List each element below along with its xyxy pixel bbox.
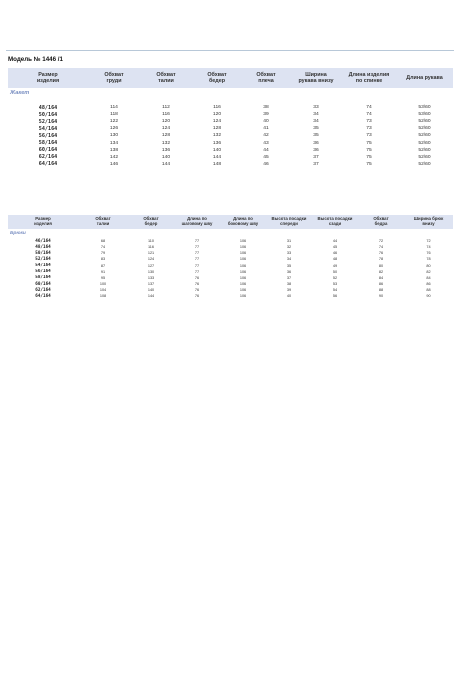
jacket-value-cell: 34 (313, 112, 319, 118)
trousers-value-cell: 52 (332, 275, 338, 280)
trousers-value-cell: 72 (378, 239, 384, 244)
trousers-value-cell: 36 (286, 269, 292, 274)
trousers-value-cell: 106 (239, 282, 247, 287)
jacket-table-row (8, 132, 453, 139)
trousers-value-cell: 90 (426, 294, 431, 299)
trousers-value-cell: 106 (239, 245, 247, 250)
jacket-value-cell: 73 (366, 126, 372, 132)
jacket-value-cell: 75 (366, 154, 372, 160)
jacket-value-cell: 124 (161, 126, 171, 132)
jacket-value-cell: 34 (313, 119, 319, 125)
trousers-value-cell: 34 (286, 257, 292, 262)
jacket-value-cell: 53\60 (418, 105, 431, 111)
jacket-value-cell: 73 (366, 133, 372, 139)
trousers-value-cell: 124 (147, 257, 155, 262)
trousers-header-thigh: Обхват бедра (358, 215, 404, 229)
trousers-value-cell: 68 (100, 239, 106, 244)
trousers-value-cell: 37 (286, 275, 292, 280)
jacket-table-row (8, 118, 453, 125)
trousers-value-cell: 106 (239, 239, 247, 244)
trousers-value-cell: 77 (194, 245, 200, 250)
jacket-value-cell: 52\60 (418, 133, 431, 139)
jacket-value-cell: 43 (263, 140, 269, 146)
trousers-value-cell: 137 (147, 282, 155, 287)
trousers-size-cell: 50/164 (35, 250, 51, 256)
jacket-value-cell: 128 (161, 133, 171, 139)
trousers-value-cell: 74 (378, 245, 384, 250)
trousers-value-cell: 86 (426, 282, 431, 287)
jacket-value-cell: 116 (213, 105, 221, 111)
jacket-size-cell: 48/164 (38, 104, 58, 111)
trousers-value-cell: 90 (378, 294, 384, 299)
jacket-table-row (8, 104, 453, 111)
jacket-value-cell: 73 (366, 119, 372, 125)
trousers-value-cell: 110 (147, 239, 155, 244)
trousers-value-cell: 74 (426, 245, 431, 250)
trousers-value-cell: 91 (100, 269, 106, 274)
jacket-value-cell: 52\60 (418, 126, 431, 132)
jacket-table-row (8, 154, 453, 161)
jacket-header-sleeve-length: Длина рукава (396, 68, 453, 88)
trousers-value-cell: 106 (239, 288, 247, 293)
trousers-value-cell: 76 (426, 251, 431, 256)
jacket-value-cell: 52\60 (418, 154, 431, 160)
jacket-value-cell: 41 (263, 126, 269, 132)
trousers-size-cell: 64/164 (35, 293, 51, 299)
jacket-value-cell: 46 (263, 161, 269, 167)
jacket-value-cell: 74 (366, 112, 372, 118)
trousers-value-cell: 88 (378, 288, 384, 293)
jacket-size-cell: 60/164 (38, 147, 58, 154)
jacket-value-cell: 134 (109, 140, 119, 146)
jacket-size-cell: 62/164 (38, 154, 58, 161)
jacket-header-chest: Обхват груди (88, 68, 140, 88)
trousers-header-hem-width: Ширина брюк внизу (404, 215, 453, 229)
jacket-size-cell: 58/164 (38, 140, 58, 147)
jacket-value-cell: 45 (263, 154, 269, 160)
trousers-value-cell: 38 (286, 282, 292, 287)
trousers-value-cell: 106 (239, 275, 247, 280)
trousers-value-cell: 95 (100, 275, 106, 280)
trousers-header-outseam: Длина по боковому шву (220, 215, 266, 229)
trousers-section-row (8, 229, 453, 238)
trousers-value-cell: 77 (194, 239, 200, 244)
trousers-value-cell: 45 (332, 245, 338, 250)
trousers-value-cell: 80 (426, 263, 431, 268)
jacket-value-cell: 44 (263, 147, 269, 153)
trousers-header-inseam: Длина по шаговому шву (174, 215, 220, 229)
trousers-value-cell: 76 (194, 294, 200, 299)
jacket-value-cell: 52\60 (418, 140, 431, 146)
jacket-value-cell: 52\60 (418, 119, 431, 125)
trousers-size-cell: 62/164 (35, 287, 51, 293)
trousers-value-cell: 83 (100, 257, 106, 262)
jacket-value-cell: 128 (212, 126, 222, 132)
top-divider (6, 50, 454, 51)
jacket-value-cell: 42 (263, 133, 269, 139)
trousers-value-cell: 106 (239, 263, 247, 268)
jacket-value-cell: 140 (161, 154, 171, 160)
jacket-header-row (8, 68, 453, 88)
jacket-value-cell: 146 (109, 161, 119, 167)
trousers-value-cell: 49 (332, 263, 338, 268)
jacket-value-cell: 140 (212, 147, 222, 153)
trousers-size-table (8, 215, 453, 299)
jacket-value-cell: 114 (110, 105, 118, 111)
jacket-value-cell: 124 (212, 119, 222, 125)
jacket-value-cell: 53\60 (418, 112, 431, 118)
jacket-header-shoulder: Обхват плеча (242, 68, 290, 88)
trousers-value-cell: 100 (99, 282, 107, 287)
model-title: Модель № 1446 /1 (8, 56, 63, 63)
jacket-value-cell: 118 (110, 112, 118, 118)
trousers-value-cell: 86 (378, 282, 384, 287)
trousers-value-cell: 108 (99, 294, 107, 299)
trousers-value-cell: 50 (332, 269, 338, 274)
jacket-value-cell: 130 (109, 133, 119, 139)
jacket-section-label: Жакет (10, 90, 30, 96)
jacket-value-cell: 35 (313, 126, 319, 132)
jacket-value-cell: 136 (161, 147, 171, 153)
trousers-value-cell: 31 (286, 239, 292, 244)
jacket-value-cell: 144 (212, 154, 222, 160)
trousers-value-cell: 82 (378, 269, 384, 274)
jacket-size-cell: 64/164 (38, 161, 58, 168)
trousers-value-cell: 130 (147, 269, 155, 274)
jacket-section-row (8, 88, 453, 98)
trousers-header-waist: Обхват талии (78, 215, 128, 229)
trousers-header-back-rise: Высота посадки сзади (312, 215, 358, 229)
trousers-value-cell: 76 (194, 288, 200, 293)
trousers-header-row (8, 215, 453, 229)
trousers-value-cell: 78 (378, 257, 384, 262)
trousers-size-cell: 48/164 (35, 244, 51, 250)
trousers-value-cell: 121 (147, 251, 155, 256)
jacket-value-cell: 52\60 (418, 161, 431, 167)
trousers-size-cell: 60/164 (35, 281, 51, 287)
jacket-value-cell: 138 (109, 147, 119, 153)
trousers-value-cell: 44 (332, 239, 338, 244)
trousers-value-cell: 54 (332, 288, 338, 293)
trousers-table-row (8, 293, 453, 299)
jacket-value-cell: 75 (366, 147, 372, 153)
jacket-header-size: Размер изделия (8, 68, 88, 88)
jacket-size-table (8, 68, 453, 168)
trousers-value-cell: 48 (332, 257, 338, 262)
trousers-value-cell: 72 (426, 239, 431, 244)
jacket-header-waist: Обхват талии (140, 68, 192, 88)
jacket-value-cell: 122 (109, 119, 119, 125)
jacket-value-cell: 74 (366, 105, 372, 111)
jacket-value-cell: 132 (161, 140, 171, 146)
trousers-value-cell: 127 (147, 263, 155, 268)
trousers-value-cell: 77 (194, 269, 200, 274)
trousers-value-cell: 39 (286, 288, 292, 293)
trousers-value-cell: 84 (378, 275, 384, 280)
trousers-value-cell: 40 (286, 294, 292, 299)
trousers-value-cell: 53 (332, 282, 338, 287)
trousers-size-cell: 56/164 (35, 269, 51, 275)
trousers-section-label: Брюки (10, 231, 26, 236)
jacket-value-cell: 112 (162, 105, 170, 111)
trousers-value-cell: 82 (426, 269, 431, 274)
trousers-header-front-rise: Высота посадки спереди (266, 215, 312, 229)
trousers-value-cell: 46 (332, 251, 338, 256)
trousers-value-cell: 76 (194, 282, 200, 287)
jacket-value-cell: 36 (313, 147, 319, 153)
jacket-value-cell: 40 (263, 119, 269, 125)
jacket-value-cell: 75 (366, 161, 372, 167)
trousers-value-cell: 32 (286, 245, 292, 250)
jacket-value-cell: 37 (313, 154, 319, 160)
trousers-value-cell: 35 (286, 263, 292, 268)
jacket-value-cell: 33 (313, 105, 319, 111)
jacket-header-sleeve-width: Ширина рукава внизу (290, 68, 342, 88)
trousers-size-cell: 52/164 (35, 256, 51, 262)
trousers-value-cell: 80 (378, 263, 384, 268)
jacket-value-cell: 37 (313, 161, 319, 167)
jacket-value-cell: 142 (109, 154, 119, 160)
jacket-table-row (8, 125, 453, 132)
jacket-size-cell: 52/164 (38, 118, 58, 125)
trousers-value-cell: 106 (239, 269, 247, 274)
jacket-table-row (8, 139, 453, 146)
trousers-value-cell: 88 (426, 288, 431, 293)
trousers-value-cell: 77 (194, 263, 200, 268)
trousers-value-cell: 133 (147, 275, 155, 280)
jacket-value-cell: 116 (162, 112, 170, 118)
trousers-value-cell: 104 (99, 288, 107, 293)
jacket-value-cell: 36 (313, 140, 319, 146)
trousers-value-cell: 84 (426, 275, 431, 280)
trousers-value-cell: 87 (100, 263, 106, 268)
jacket-value-cell: 75 (366, 140, 372, 146)
jacket-size-cell: 50/164 (38, 111, 58, 118)
trousers-value-cell: 144 (147, 294, 155, 299)
jacket-value-cell: 120 (161, 119, 171, 125)
jacket-table-row (8, 161, 453, 168)
trousers-header-size: Размер изделия (8, 215, 78, 229)
trousers-value-cell: 77 (194, 257, 200, 262)
trousers-value-cell: 76 (378, 251, 384, 256)
jacket-table-row (8, 147, 453, 154)
trousers-value-cell: 116 (147, 245, 155, 250)
trousers-value-cell: 74 (100, 245, 106, 250)
trousers-value-cell: 106 (239, 251, 247, 256)
trousers-header-hips: Обхват бедер (128, 215, 174, 229)
jacket-value-cell: 126 (109, 126, 119, 132)
trousers-value-cell: 106 (239, 257, 247, 262)
jacket-value-cell: 132 (212, 133, 222, 139)
trousers-size-cell: 46/164 (35, 238, 51, 244)
jacket-header-hips: Обхват бедер (192, 68, 242, 88)
trousers-value-cell: 33 (286, 251, 292, 256)
jacket-size-cell: 54/164 (38, 125, 58, 132)
trousers-value-cell: 78 (426, 257, 431, 262)
trousers-value-cell: 140 (147, 288, 155, 293)
trousers-value-cell: 56 (332, 294, 338, 299)
jacket-value-cell: 144 (161, 161, 171, 167)
jacket-value-cell: 35 (313, 133, 319, 139)
jacket-header-back-length: Длина изделия по спинке (342, 68, 396, 88)
jacket-value-cell: 39 (263, 112, 269, 118)
trousers-value-cell: 106 (239, 294, 247, 299)
trousers-size-cell: 58/164 (35, 275, 51, 281)
trousers-size-cell: 54/164 (35, 263, 51, 269)
jacket-value-cell: 38 (263, 105, 269, 111)
trousers-value-cell: 77 (194, 251, 200, 256)
jacket-value-cell: 136 (212, 140, 222, 146)
jacket-value-cell: 120 (212, 112, 222, 118)
trousers-value-cell: 76 (194, 275, 200, 280)
jacket-value-cell: 52\60 (418, 147, 431, 153)
trousers-value-cell: 79 (100, 251, 106, 256)
jacket-size-cell: 56/164 (38, 132, 58, 139)
jacket-value-cell: 148 (212, 161, 222, 167)
jacket-table-row (8, 111, 453, 118)
